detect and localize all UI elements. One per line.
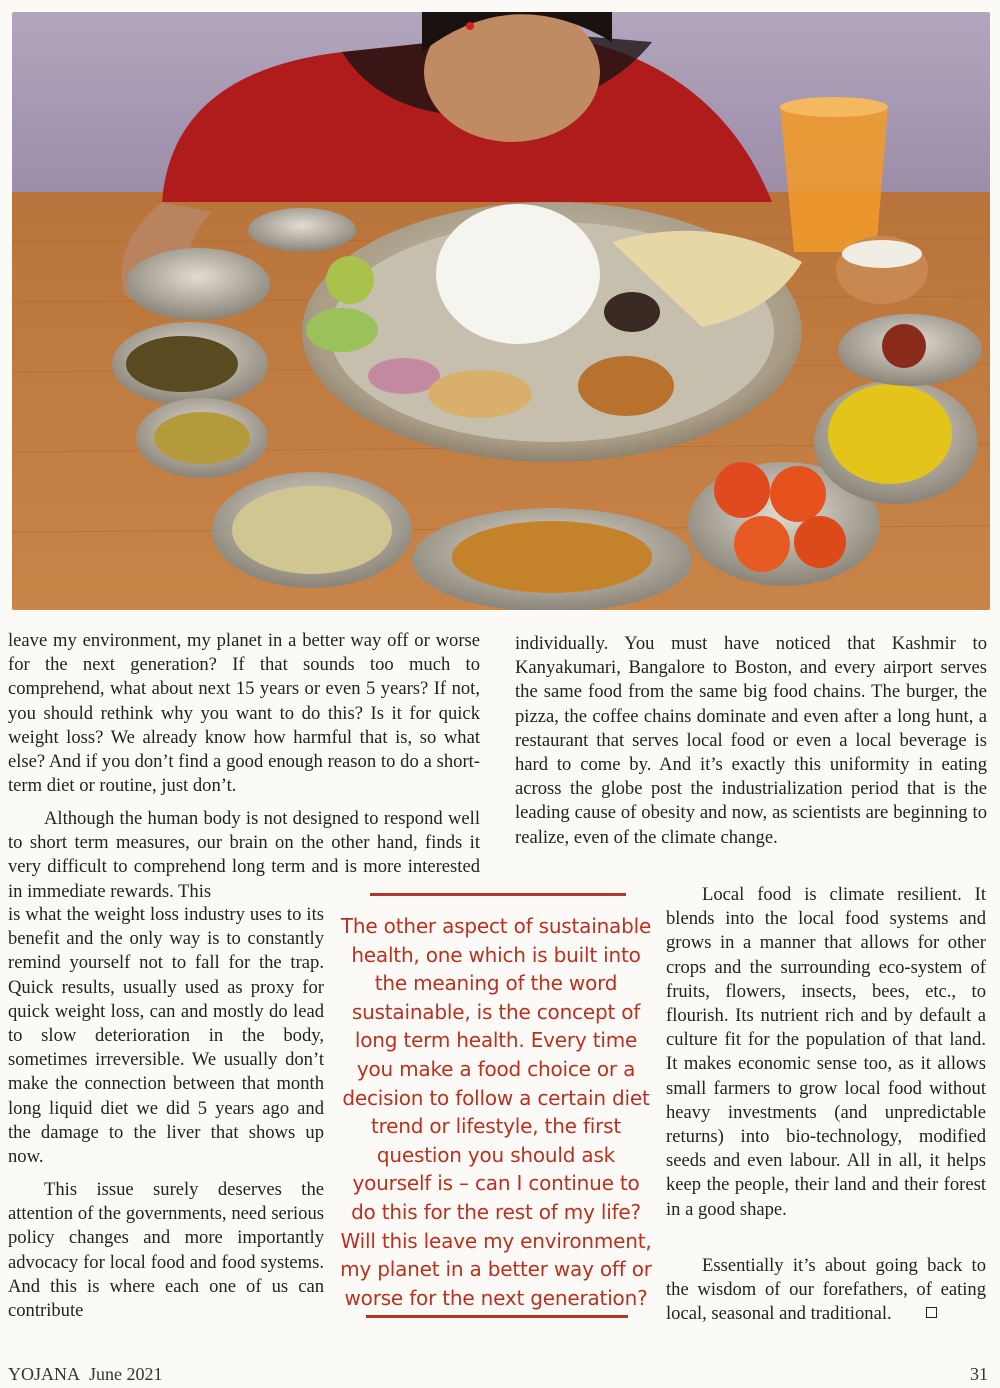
col2-paragraph-3 <box>666 1254 986 1327</box>
col2-paragraph-1: individually. You must have noticed that Kashmir to Kanyakumari, Bangalore to Boston, and every airport serves the same food from the same big food chains. The burger, the pizza, the coffee chains dominate and even after a long hunt, a restaurant that serves local food or even a local beverage is hard to come by. And it’s exactly this uniformity in eating across the globe post the industrialization period that is the leading cause of obesity and now, as scientists are beginning to realize, even of the climate change. <box>515 633 987 848</box>
footer-date: June 2021 <box>89 1364 163 1384</box>
thali-photo <box>12 12 990 610</box>
thali-photo-illustration <box>12 12 990 610</box>
col2-paragraph-3-text: Essentially it’s about going back to the wisdom of our forefathers, of eating local, seasonal and traditional. <box>666 1255 986 1325</box>
pull-quote: The other aspect of sustainable health, one which is built into the meaning of the word sustainable, is the concept of long term health. Every time you make a food choice or a decision to follow a certain diet trend or lifestyle, the first question you should ask yourself is – can I continue to do this for the rest of my life? Will this leave my environment, my planet in a better way off or worse for the next generation? <box>340 914 652 1310</box>
page-number: 31 <box>970 1364 988 1384</box>
col2-paragraph-2: Local food is climate resilient. It blends into the local food systems and grows in a manner that allows for other crops and the surrounding eco-system of fruits, flowers, insects, bees, etc., to flourish. Its nutrient rich and by default a culture fit for the population of that land. It makes economic sense too, as it allows small farmers to grow local food without heavy investments (and unpredictable returns) into bio-technology, modified seeds and even labour. All in all, it helps keep the people, their land and their forest in a good shape. <box>666 884 986 1220</box>
pull-quote-bottom-rule <box>366 1315 628 1318</box>
col1-paragraph-2-cont: is what the weight loss industry uses to its benefit and the only way is to constantly remind yourself not to fall for the trap. Quick results, usually used as proxy for quick weight loss, can and mostly do lead to slow deterioration in the body, sometimes irreversible. We usually don’t make the connection between that month long liquid diet we did 5 years ago and the damage to the liver that shows up now. <box>8 904 324 1168</box>
col1-paragraph-1: leave my environment, my planet in a better way off or worse for the next generation? If that sounds too much to comprehend, what about next 15 years or even 5 years? If not, you should rethink why you want to do this? Is it for quick weight loss? We already know how harmful that is, so what else? And if you don’t find a good enough reason to do a short-term diet or routine, just don’t. <box>8 630 480 797</box>
end-mark-icon <box>926 1307 937 1318</box>
footer-issue <box>8 1364 163 1385</box>
footer-magazine: YOJANA <box>8 1364 80 1384</box>
col1-paragraph-2: Although the human body is not designed to respond well to short term measures, our brain on the other hand, finds it very difficult to comprehend long term and is more interested in immediate rewards. This <box>8 808 480 902</box>
pull-quote-top-rule <box>370 893 626 896</box>
col1-paragraph-3: This issue surely deserves the attention of the governments, need serious policy changes and more importantly advocacy for local food and food systems. And this is where each one of us can contribute <box>8 1179 324 1322</box>
